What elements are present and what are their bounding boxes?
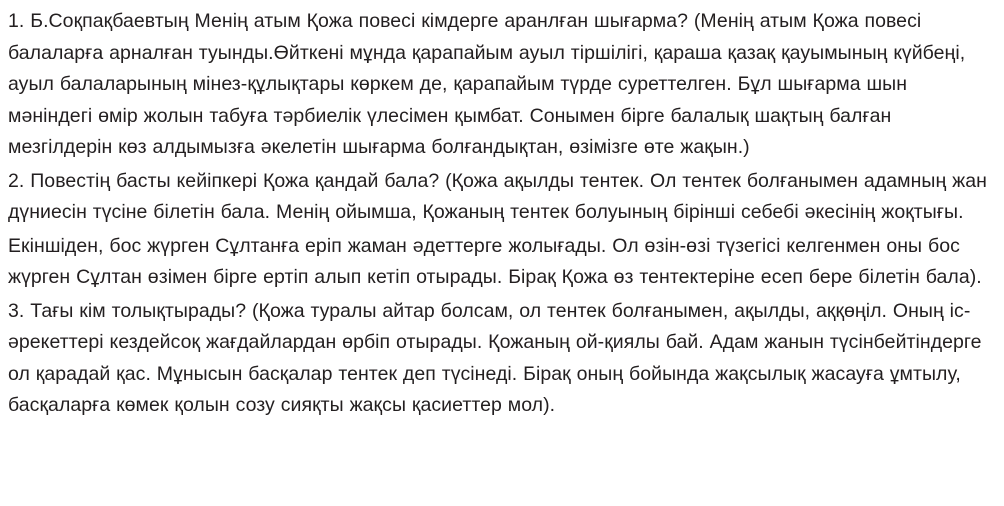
paragraph-1: 1. Б.Соқпақбаевтың Менің атым Қожа повесі кімдерге аранлған шығарма? (Менің атым Қожа повесі балаларға арналған туынды.Өйткені мұнда қарапайым ауыл тіршілігі, қараша қазақ қауымының күйбеңі, ауыл балаларының мінез-құлықтары көркем де, қарапайым түрде суреттелген. Бұл шығарма шын мәніндегі өмір жолын табуға тәрбиелік үлесімен қымбат. Сонымен бірге балалық шақтың балған мезгілдерін көз алдымызға әкелетін шығарма болғандықтан, өзімізге өте жақын.) <box>8 10 966 158</box>
paragraph-2: 2. Повестің басты кейіпкері Қожа қандай бала? (Қожа ақылды тентек. Ол тентек болғанымен адамның жан дүниесін түсіне білетін бала. Менің ойымша, Қожаның тентек болуының бірінші себебі әкесінің жоқтығы. <box>8 169 987 223</box>
paragraph-4: 3. Тағы кім толықтырады? (Қожа туралы айтар болсам, ол тентек болғанымен, ақылды, аққөңіл. Оның іс-әрекеттері кездейсоқ жағдайлардан өрбіп отырады. Қожаның ой-қиялы бай. Адам жанын түсінбейтіндерге ол қарадай қас. Мұнысын басқалар тентек деп түсінеді. Бірақ оның бойында жақсылық жасауға ұмтылу, басқаларға көмек қолын созу сияқты жақсы қасиеттер мол). <box>8 299 982 416</box>
paragraph-3: Екіншіден, бос жүрген Сұлтанға еріп жаман әдеттерге жолығады. Ол өзін-өзі түзегісі келгенмен оны бос жүрген Сұлтан өзімен бірге ертіп алып кетіп отырады. Бірақ Қожа өз тентектеріне есеп бере білетін бала). <box>8 234 982 288</box>
